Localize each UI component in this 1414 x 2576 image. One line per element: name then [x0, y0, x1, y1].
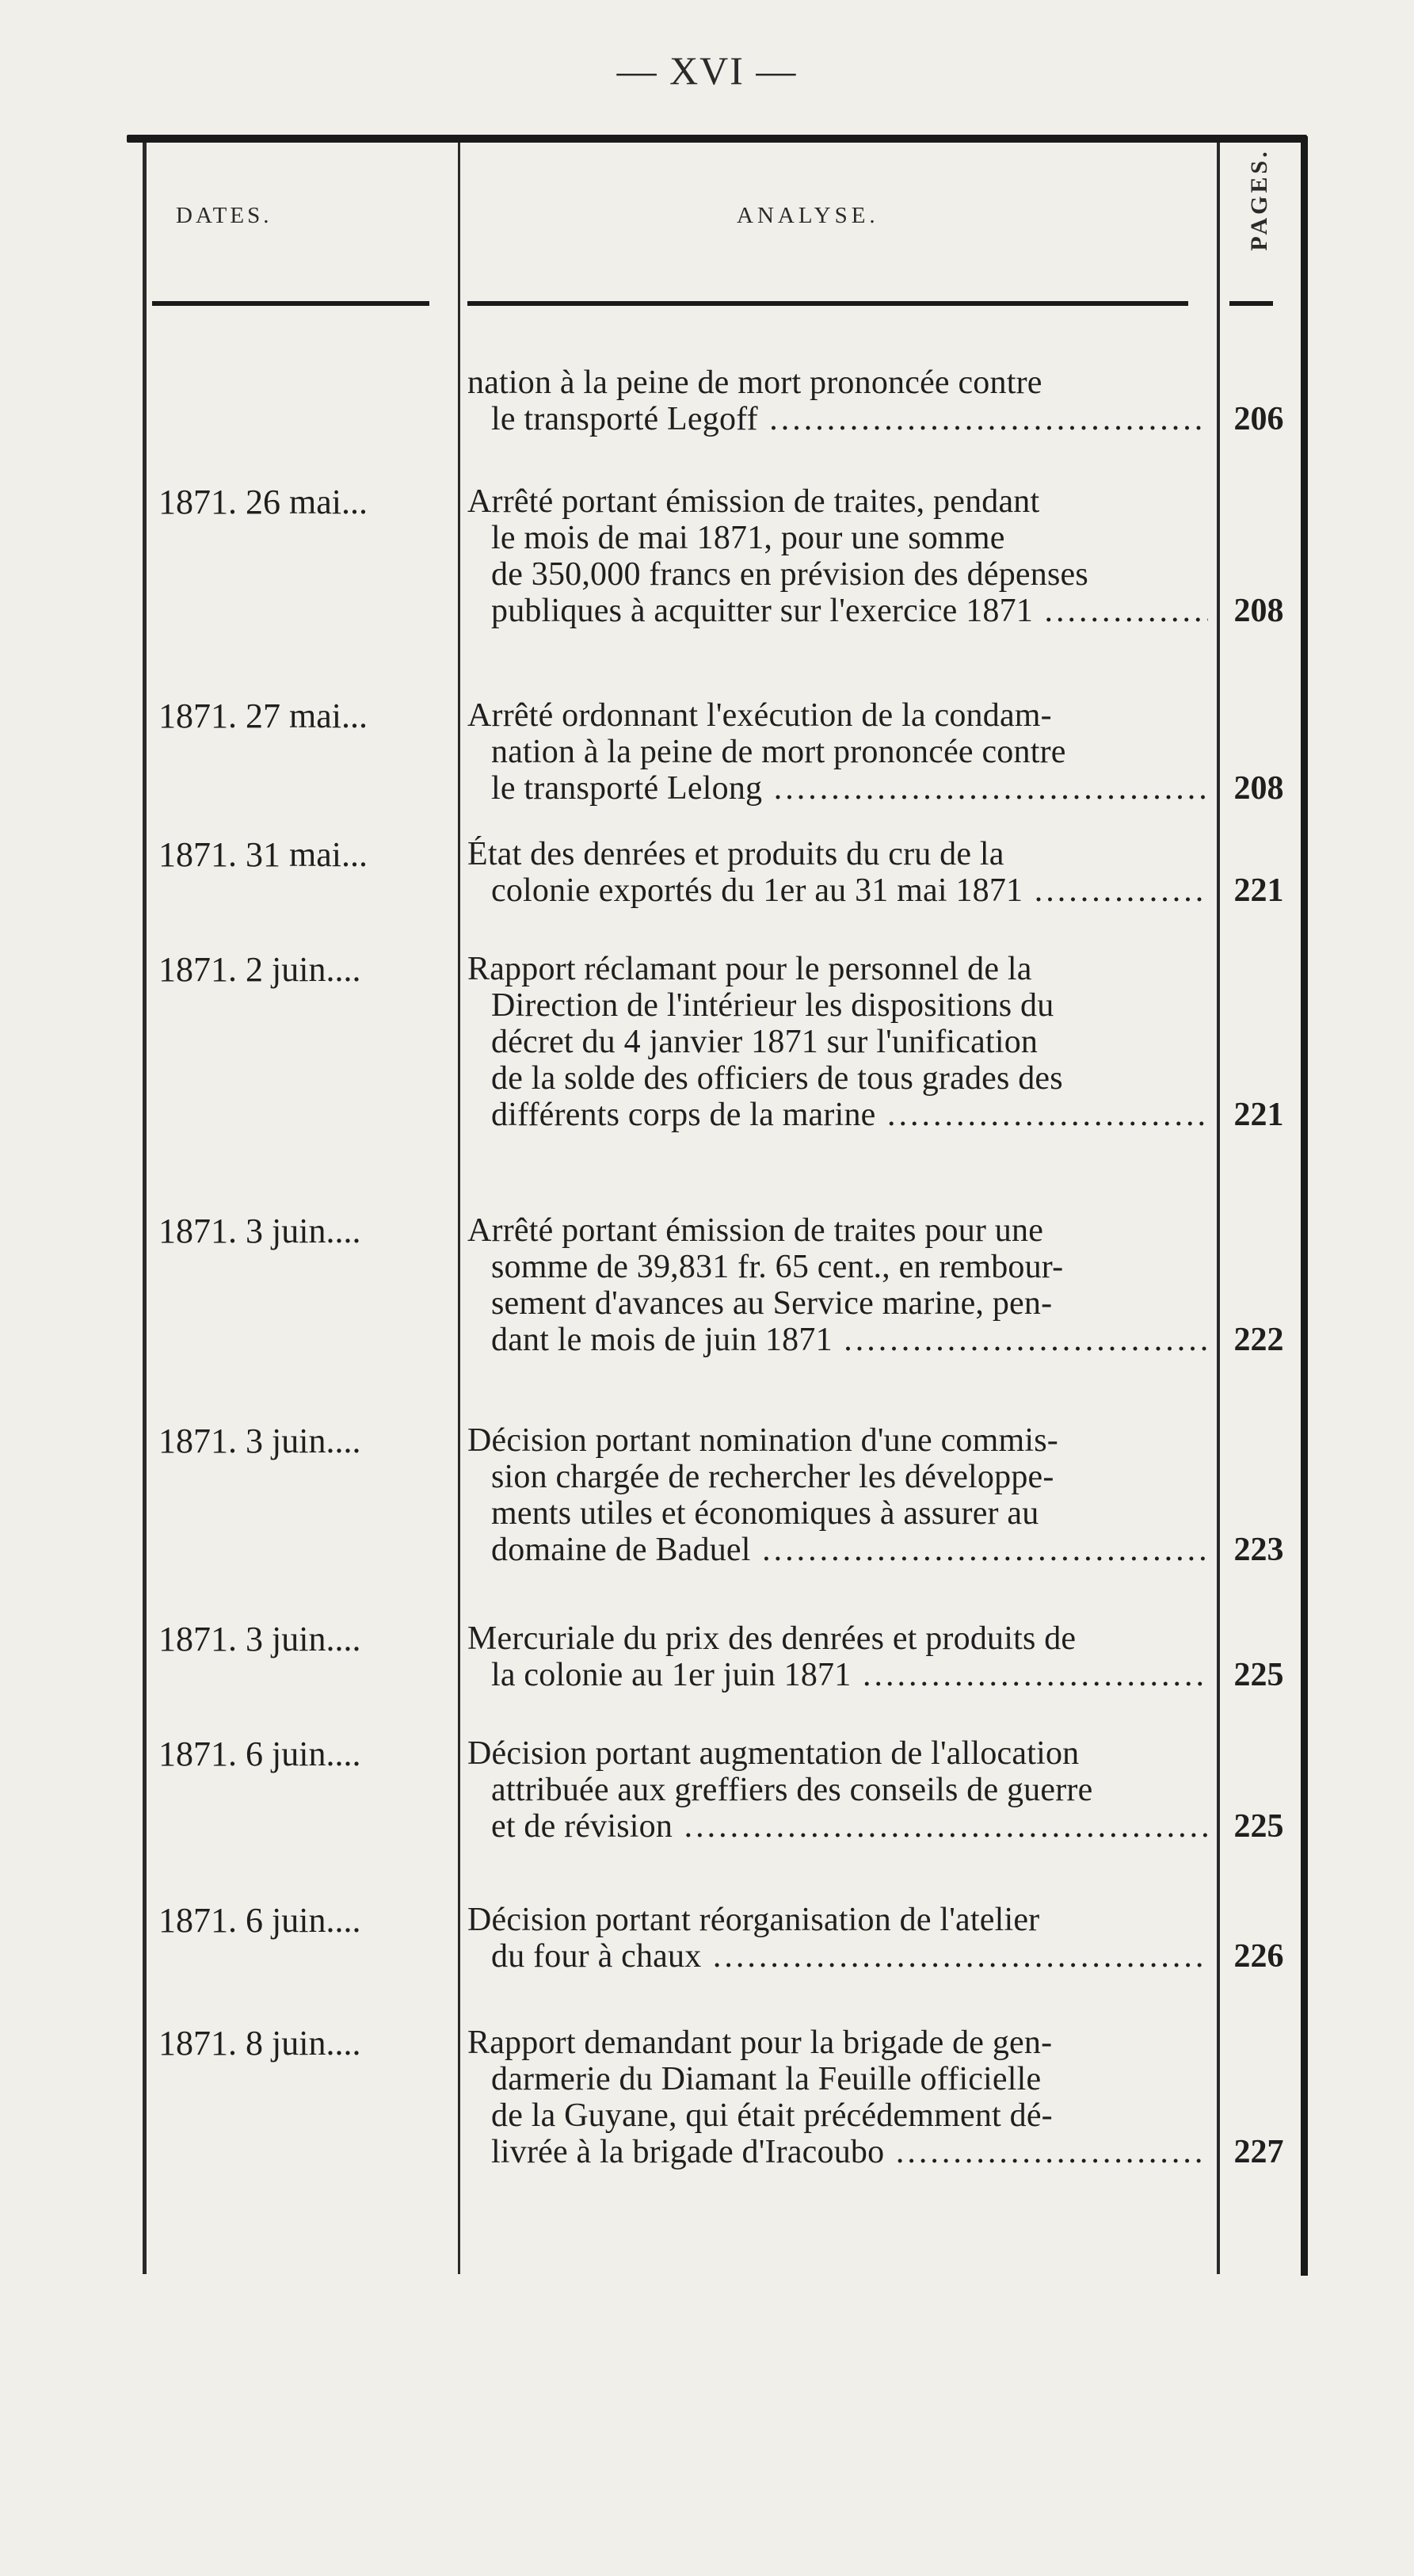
entry-page-number: 222	[1225, 1322, 1293, 1358]
entry-date: 1871. 27 mai...	[158, 696, 368, 735]
entry-date: 1871. 26 mai...	[158, 483, 368, 521]
analysis-line: domaine de Baduel .....	[467, 1532, 1208, 1568]
analysis-line: nation à la peine de mort prononcée contre	[491, 734, 1066, 770]
analysis-line: attribuée aux greffiers des conseils de guerre	[491, 1772, 1093, 1808]
column-header-dates: DATES.	[176, 203, 273, 228]
analysis-line: de la solde des officiers de tous grades des	[491, 1060, 1063, 1097]
entry-page-number: 225	[1225, 1808, 1293, 1845]
entry-analysis	[467, 697, 1208, 807]
analysis-line: sion chargée de rechercher les développe-	[491, 1459, 1054, 1495]
analysis-line: Décision portant réorganisation de l'atelier	[467, 1902, 1040, 1938]
analysis-line: Décision portant augmentation de l'allocation	[467, 1735, 1080, 1772]
entry-page-number: 227	[1225, 2134, 1293, 2170]
entry-analysis	[467, 483, 1208, 629]
entry-analysis	[467, 1735, 1208, 1845]
entry-page-number: 221	[1225, 1097, 1293, 1133]
analysis-line: de 350,000 francs en prévision des dépenses	[491, 556, 1088, 593]
analysis-line: Mercuriale du prix des denrées et produits de	[467, 1620, 1077, 1657]
entry-date: 1871. 6 juin....	[158, 1901, 361, 1940]
entry-page-number: 223	[1225, 1532, 1293, 1568]
entry-page-number: 208	[1225, 593, 1293, 629]
analysis-line: nation à la peine de mort prononcée contre	[467, 364, 1042, 401]
analysis-line: du four à chaux .....	[467, 1938, 1208, 1975]
entry-analysis	[467, 1212, 1208, 1358]
analysis-line: différents corps de la marine .....	[467, 1097, 1208, 1133]
analysis-line: dant le mois de juin 1871 .....	[467, 1322, 1208, 1358]
analysis-line: publiques à acquitter sur l'exercice 1871 .....	[467, 593, 1208, 629]
entry-analysis	[467, 951, 1208, 1133]
analysis-line: le transporté Lelong .....	[467, 770, 1208, 807]
entry-page-number: 225	[1225, 1657, 1293, 1693]
analysis-line: darmerie du Diamant la Feuille officielle	[491, 2061, 1042, 2097]
entry-analysis	[467, 2025, 1208, 2170]
analysis-line: ments utiles et économiques à assurer au	[491, 1495, 1039, 1532]
entry-page-number: 226	[1225, 1938, 1293, 1975]
entry-page-number: 221	[1225, 872, 1293, 909]
entry-date: 1871. 31 mai...	[158, 835, 368, 874]
analysis-line: Arrêté ordonnant l'exécution de la condam-	[467, 697, 1052, 734]
entry-analysis	[467, 1902, 1208, 1975]
running-header: — XVI —	[616, 48, 798, 93]
analysis-line: le transporté Legoff .....	[467, 401, 1208, 437]
analysis-line: Rapport réclamant pour le personnel de la	[467, 951, 1032, 987]
analysis-line: Direction de l'intérieur les dispositions du	[491, 987, 1054, 1024]
entry-page-number: 206	[1225, 401, 1293, 437]
entry-analysis	[467, 836, 1208, 909]
analysis-line: sement d'avances au Service marine, pen-	[491, 1285, 1053, 1322]
analysis-line: Arrêté portant émission de traites, pendant	[467, 483, 1040, 520]
analysis-line: Rapport demandant pour la brigade de gen-	[467, 2025, 1053, 2061]
analysis-line: État des denrées et produits du cru de la	[467, 836, 1004, 872]
entry-page-number: 208	[1225, 770, 1293, 807]
analysis-line: le mois de mai 1871, pour une somme	[491, 520, 1005, 556]
analysis-line: somme de 39,831 fr. 65 cent., en rembour-	[491, 1249, 1064, 1285]
analysis-line: et de révision .....	[467, 1808, 1208, 1845]
analysis-line: livrée à la brigade d'Iracoubo .....	[467, 2134, 1208, 2170]
analysis-line: colonie exportés du 1er au 31 mai 1871 .....	[467, 872, 1208, 909]
analysis-line: la colonie au 1er juin 1871 .....	[467, 1657, 1208, 1693]
analysis-line: de la Guyane, qui était précédemment dé-	[491, 2097, 1053, 2134]
entry-date: 1871. 8 juin....	[158, 2024, 361, 2063]
analysis-line: décret du 4 janvier 1871 sur l'unification	[491, 1024, 1039, 1060]
entry-analysis	[467, 364, 1208, 437]
entry-analysis	[467, 1422, 1208, 1568]
entry-date: 1871. 3 juin....	[158, 1212, 361, 1250]
entry-date: 1871. 3 juin....	[158, 1422, 361, 1460]
column-header-pages: PAGES.	[1246, 148, 1272, 251]
entry-date: 1871. 6 juin....	[158, 1735, 361, 1773]
analysis-line: Décision portant nomination d'une commis-	[467, 1422, 1058, 1459]
analysis-line: Arrêté portant émission de traites pour une	[467, 1212, 1044, 1249]
entry-analysis	[467, 1620, 1208, 1693]
entry-date: 1871. 2 juin....	[158, 950, 361, 989]
column-header-analyse: ANALYSE.	[737, 203, 879, 228]
entry-date: 1871. 3 juin....	[158, 1620, 361, 1658]
